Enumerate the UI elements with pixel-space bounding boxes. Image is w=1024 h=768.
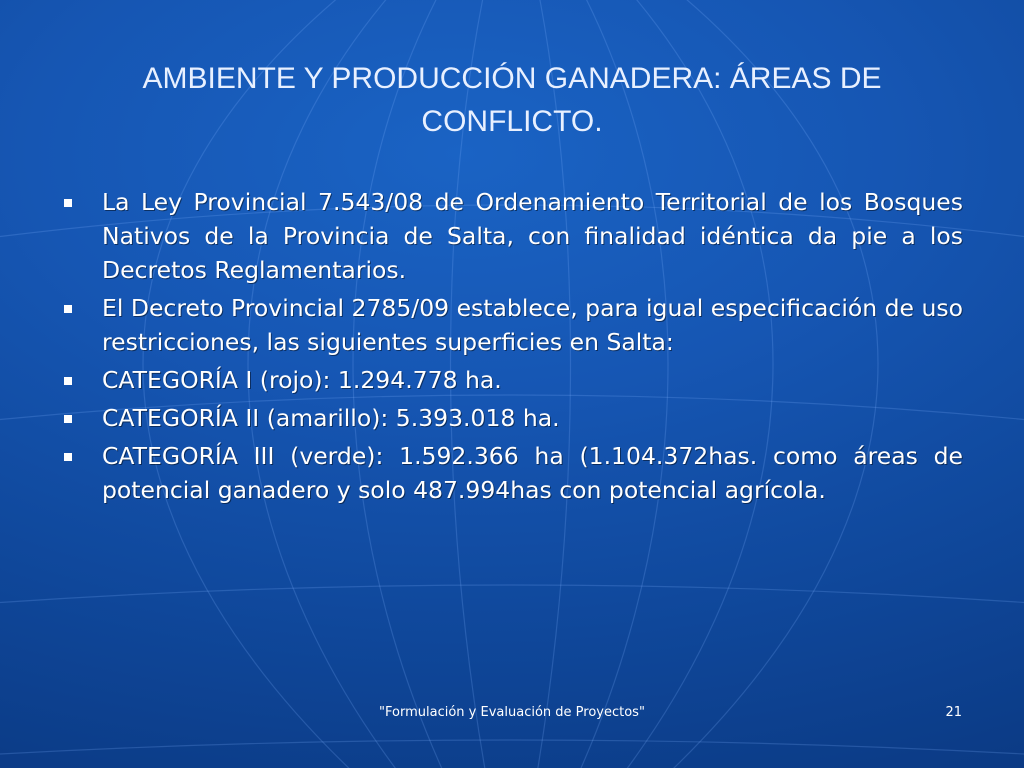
bullet-text: CATEGORÍA III (verde): 1.592.366 ha (1.104.372has. como áreas de potencial ganadero y solo 487.994has con potencial agrícola.: [102, 442, 963, 504]
bullet-list: [60, 185, 963, 511]
bullet-item: [60, 363, 963, 397]
slide-footer: "Formulación y Evaluación de Proyectos": [379, 705, 645, 720]
bullet-text: CATEGORÍA I (rojo): 1.294.778 ha.: [102, 366, 502, 394]
square-bullet-icon: [64, 199, 72, 207]
bullet-item: [60, 291, 963, 359]
slide-title: AMBIENTE Y PRODUCCIÓN GANADERA: ÁREAS DE CONFLICTO.: [142, 62, 882, 138]
page-number: 21: [945, 705, 962, 720]
bullet-text: CATEGORÍA II (amarillo): 5.393.018 ha.: [102, 404, 560, 432]
bullet-item: [60, 401, 963, 435]
bullet-item: [60, 439, 963, 507]
square-bullet-icon: [64, 415, 72, 423]
bullet-text: El Decreto Provincial 2785/09 establece, para igual especificación de uso restricciones, las siguientes superficies en Salta:: [102, 294, 963, 356]
square-bullet-icon: [64, 453, 72, 461]
bullet-text: La Ley Provincial 7.543/08 de Ordenamiento Territorial de los Bosques Nativos de la Provincia de Salta, con finalidad idéntica da pie a los Decretos Reglamentarios.: [102, 188, 963, 284]
bullet-item: [60, 185, 963, 287]
square-bullet-icon: [64, 377, 72, 385]
square-bullet-icon: [64, 305, 72, 313]
